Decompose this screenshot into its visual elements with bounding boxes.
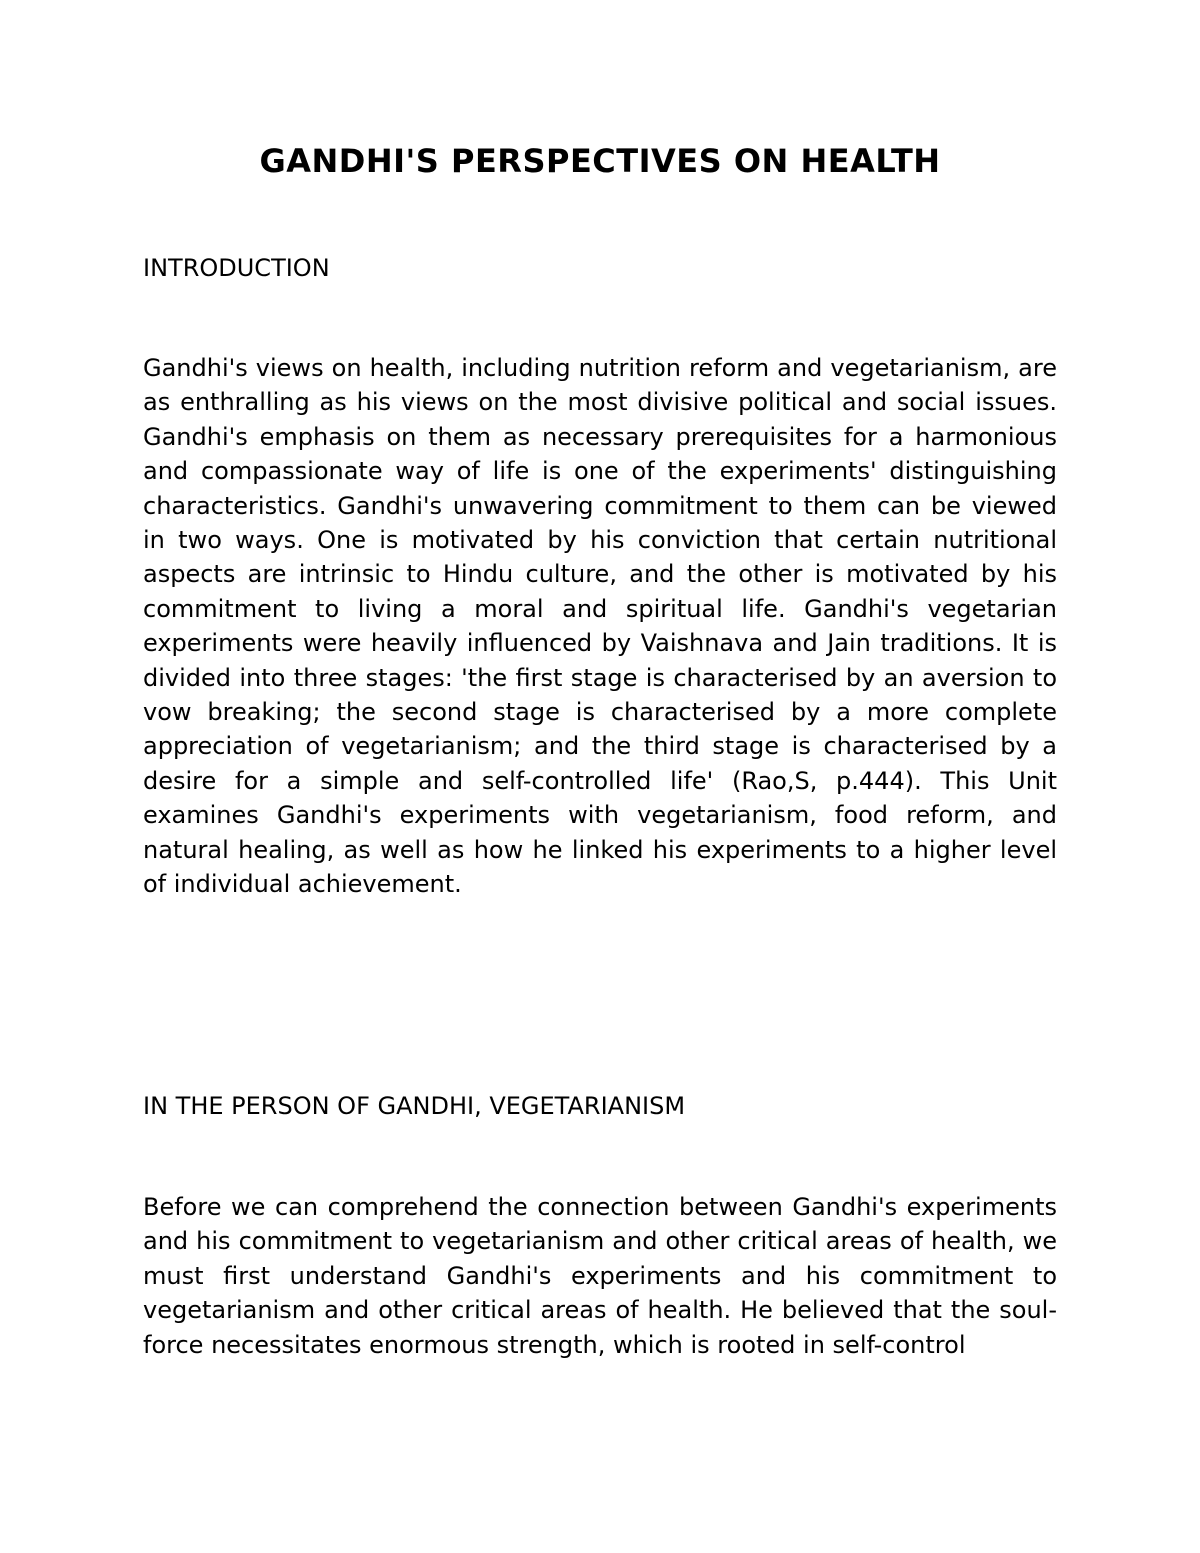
section-heading-vegetarianism: IN THE PERSON OF GANDHI, VEGETARIANISM xyxy=(143,1092,686,1120)
introduction-paragraph: Gandhi's views on health, including nutrition reform and vegetarianism, are as enthralling as his views on the most divisive political and social issues. Gandhi's emphasis on them as necessary prerequisites for a harmonious and compassionate way of life is one of the experiments' distinguishing characteristics. Gandhi's unwavering commitment to them can be viewed in two ways. One is motivated by his conviction that certain nutritional aspects are intrinsic to Hindu culture, and the other is motivated by his commitment to living a moral and spiritual life. Gandhi's vegetarian experiments were heavily influenced by Vaishnava and Jain traditions. It is divided into three stages: 'the first stage is characterised by an aversion to vow breaking; the second stage is characterised by a more complete appreciation of vegetarianism; and the third stage is characterised by a desire for a simple and self-controlled life' (Rao,S, p.444). This Unit examines Gandhi's experiments with vegetarianism, food reform, and natural healing, as well as how he linked his experiments to a higher level of individual achievement. xyxy=(143,354,1057,899)
section-heading-introduction: INTRODUCTION xyxy=(143,254,330,282)
vegetarianism-paragraph: Before we can comprehend the connection between Gandhi's experiments and his commitment to vegetarianism and other critical areas of health, we must first understand Gandhi's experiments and his commitment to vegetarianism and other critical areas of health. He believed that the soul-force necessitates enormous strength, which is rooted in self-control xyxy=(143,1193,1057,1359)
document-title: GANDHI'S PERSPECTIVES ON HEALTH xyxy=(259,142,941,180)
